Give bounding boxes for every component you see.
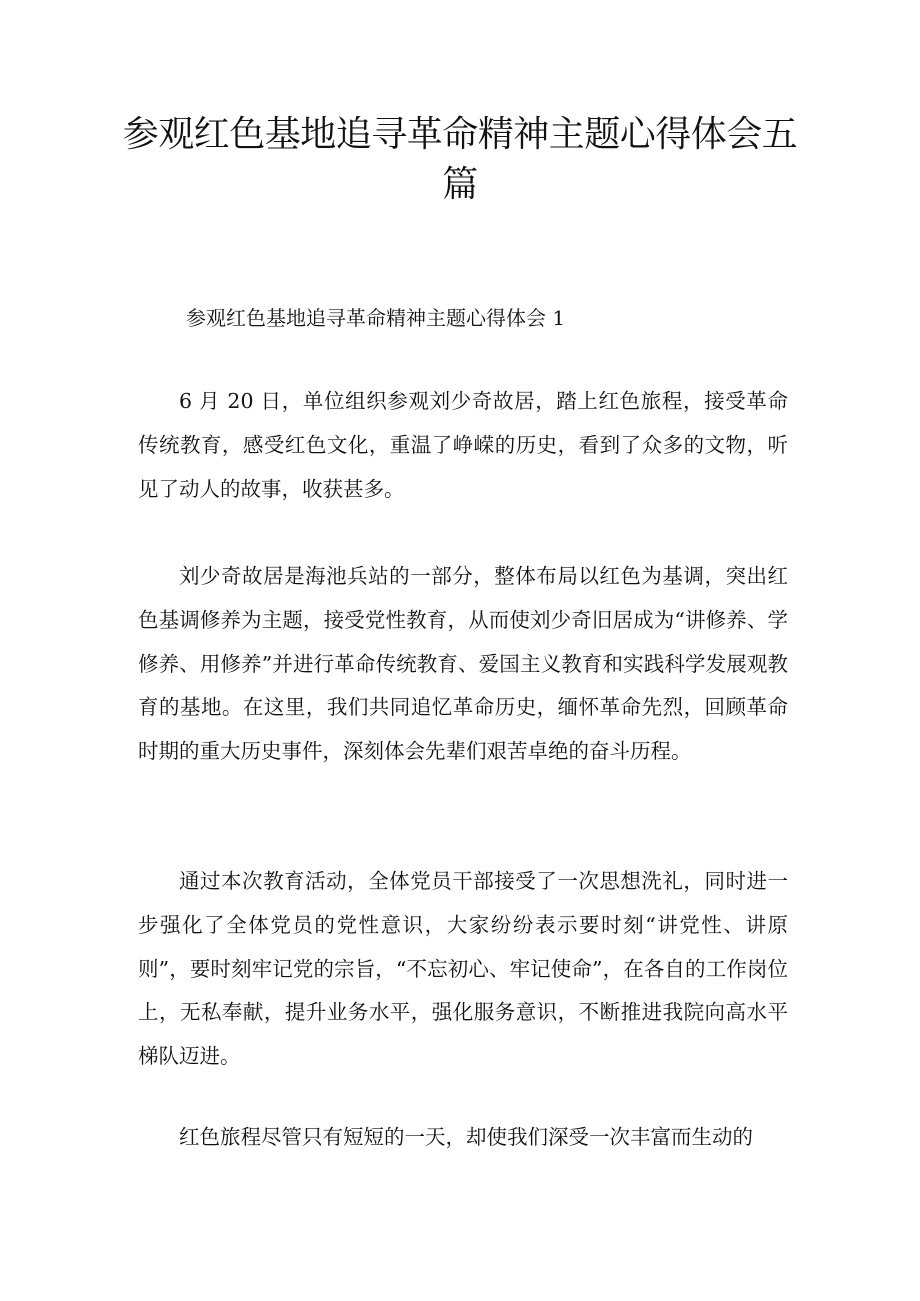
document-title: 参观红色基地追寻革命精神主题心得体会五篇 <box>122 114 798 205</box>
paragraph-1: 6 月 20 日，单位组织参观刘少奇故居，踏上红色旅程，接受革命传统教育，感受红色文化，重温了峥嵘的历史，看到了众多的文物，听见了动人的故事，收获甚多。 <box>138 389 788 501</box>
paragraph-4: 红色旅程尽管只有短短的一天，却使我们深受一次丰富而生动的 <box>179 1125 753 1149</box>
section-heading: 参观红色基地追寻革命精神主题心得体会 1 <box>186 306 566 330</box>
paragraph-3: 通过本次教育活动，全体党员干部接受了一次思想洗礼，同时进一步强化了全体党员的党性意识，大家纷纷表示要时刻“讲党性、讲原则”，要时刻牢记党的宗旨，“不忘初心、牢记使命”，在各自的工作岗位上，无私奉献，提升业务水平，强化服务意识，不断推进我院向高水平梯队迈进。 <box>138 869 788 1069</box>
paragraph-2: 刘少奇故居是海池兵站的一部分，整体布局以红色为基调，突出红色基调修养为主题，接受党性教育，从而使刘少奇旧居成为“讲修养、学修养、用修养”并进行革命传统教育、爱国主义教育和实践科学发展观教育的基地。在这里，我们共同追忆革命历史，缅怀革命先烈，回顾革命时期的重大历史事件，深刻体会先辈们艰苦卓绝的奋斗历程。 <box>138 564 788 764</box>
